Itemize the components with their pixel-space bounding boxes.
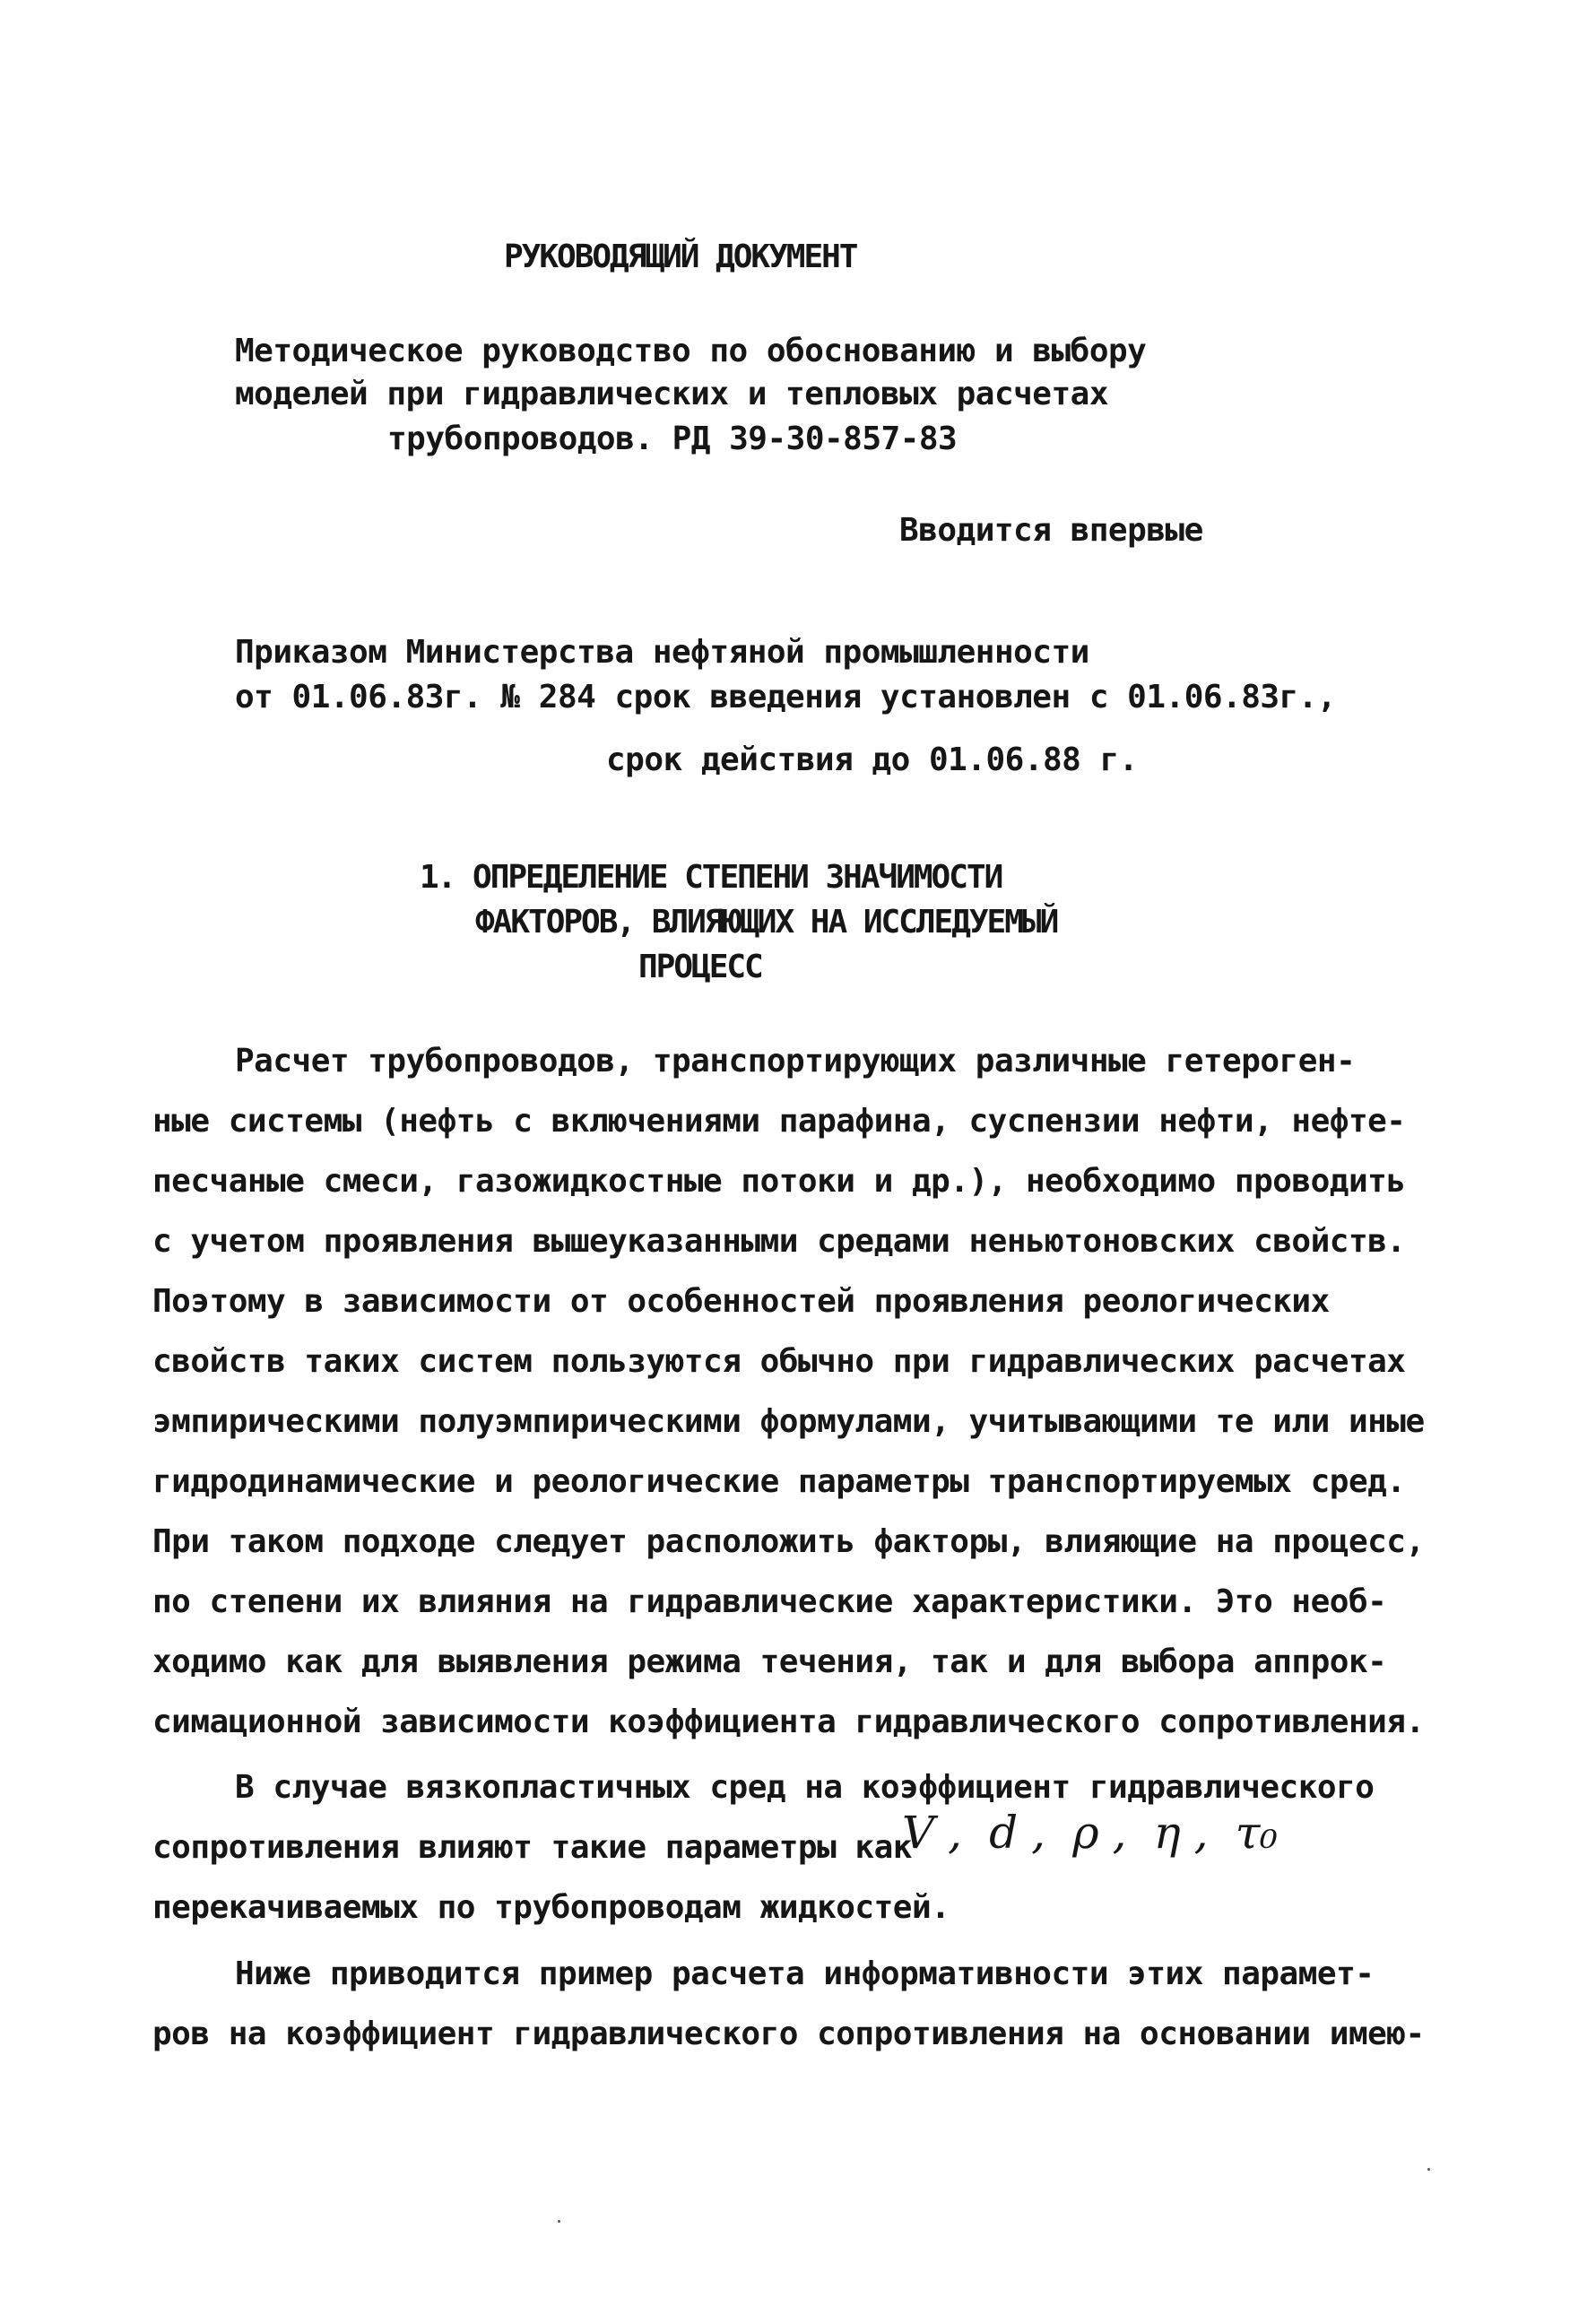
- subtitle-line-2: моделей при гидравлических и тепловых расчетах: [235, 376, 1108, 412]
- scan-speck: [1427, 2168, 1430, 2171]
- status-text: Вводится впервые: [899, 512, 1203, 549]
- para1-line-1: Расчет трубопроводов, транспортирующих различные гетероген-: [235, 1043, 1356, 1080]
- scan-speck: [558, 2220, 560, 2223]
- para1-line-5: Поэтому в зависимости от особенностей проявления реологических: [152, 1283, 1330, 1320]
- order-line-2: от 01.06.83г. № 284 срок введения установлен с 01.06.83г.,: [235, 679, 1337, 715]
- section-heading-line-2: ФАКТОРОВ, ВЛИЯЮЩИХ НА ИССЛЕДУЕМЫЙ: [475, 904, 1058, 941]
- section-heading-line-1: 1. ОПРЕДЕЛЕНИЕ СТЕПЕНИ ЗНАЧИМОСТИ: [420, 859, 1002, 896]
- para1-line-10: по степени их влияния на гидравлические характеристики. Это необ-: [152, 1583, 1387, 1620]
- para1-line-7: эмпирическими полуэмпирическими формулами, учитывающими те или иные: [152, 1403, 1425, 1440]
- para1-line-12: симационной зависимости коэффициента гидравлического сопротивления.: [152, 1704, 1425, 1740]
- para1-line-8: гидродинамические и реологические параметры транспортируемых сред.: [152, 1463, 1406, 1500]
- para1-line-4: с учетом проявления вышеуказанными средами неньютоновских свойств.: [152, 1223, 1406, 1260]
- para3-line-1: Ниже приводится пример расчета информативности этих парамет-: [235, 1955, 1375, 1992]
- parameter-symbols: V , d , ρ , η , τ₀: [902, 1807, 1278, 1859]
- para2-line-3: перекачиваемых по трубопроводам жидкостей.: [152, 1889, 950, 1926]
- para1-line-6: свойств таких систем пользуются обычно при гидравлических расчетах: [152, 1343, 1406, 1380]
- para1-line-2: ные системы (нефть с включениями парафина, суспензии нефти, нефте-: [152, 1103, 1406, 1140]
- para1-line-9: При таком подходе следует расположить факторы, влияющие на процесс,: [152, 1523, 1425, 1560]
- para3-line-2: ров на коэффициент гидравлического сопротивления на основании имею-: [152, 2016, 1425, 2052]
- section-heading-line-3: ПРОЦЕСС: [638, 949, 762, 985]
- order-line-3: срок действия до 01.06.88 г.: [606, 741, 1138, 778]
- document-title: РУКОВОДЯЩИЙ ДОКУМЕНТ: [504, 238, 857, 275]
- para1-line-11: ходимо как для выявления режима течения, так и для выбора аппрок-: [152, 1643, 1387, 1680]
- subtitle-line-3: трубопроводов. РД 39-30-857-83: [387, 421, 958, 457]
- para1-line-3: песчаные смеси, газожидкостные потоки и др.), необходимо проводить: [152, 1163, 1406, 1200]
- subtitle-line-1: Методическое руководство по обоснованию и выбору: [235, 333, 1147, 369]
- para2-line-1: В случае вязкопластичных сред на коэффициент гидравлического: [235, 1769, 1375, 1806]
- order-line-1: Приказом Министерства нефтяной промышленности: [235, 634, 1089, 671]
- para2-line-2: сопротивления влияют такие параметры как: [152, 1829, 912, 1866]
